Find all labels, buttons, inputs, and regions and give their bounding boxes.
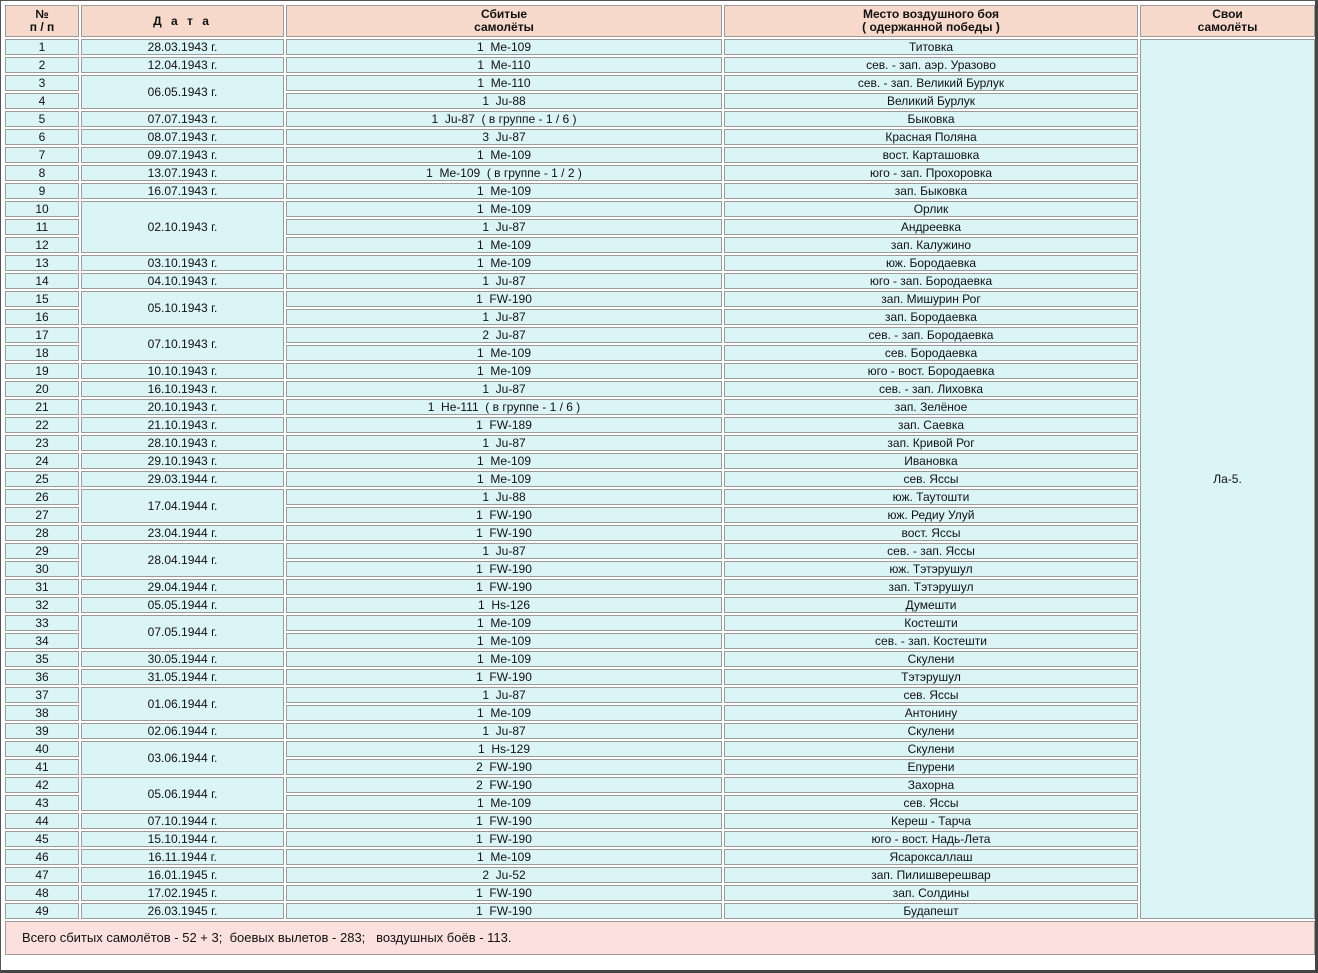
row-date: 28.04.1944 г. xyxy=(81,543,284,577)
row-downed-aircraft: 1 FW-189 xyxy=(286,417,722,433)
row-downed-aircraft: 1 Me-109 xyxy=(286,471,722,487)
header-own-line: самолёты xyxy=(1197,20,1258,34)
row-date: 05.06.1944 г. xyxy=(81,777,284,811)
table-row xyxy=(5,849,1315,865)
table-row xyxy=(5,903,1315,919)
row-downed-aircraft: 2 FW-190 xyxy=(286,777,722,793)
header-number-line: п / п xyxy=(29,20,55,34)
row-downed-aircraft: 1 Me-109 xyxy=(286,183,722,199)
row-battle-place: зап. Кривой Рог xyxy=(724,435,1138,451)
row-number: 28 xyxy=(5,525,79,541)
row-battle-place: Думешти xyxy=(724,597,1138,613)
row-battle-place: зап. Тэтэрушул xyxy=(724,579,1138,595)
row-number: 18 xyxy=(5,345,79,361)
row-number: 43 xyxy=(5,795,79,811)
row-downed-aircraft: 1 FW-190 xyxy=(286,561,722,577)
table-row xyxy=(5,597,1315,613)
row-downed-aircraft: 1 Ju-87 xyxy=(286,687,722,703)
row-number: 6 xyxy=(5,129,79,145)
row-date: 09.07.1943 г. xyxy=(81,147,284,163)
row-date: 17.04.1944 г. xyxy=(81,489,284,523)
table-row xyxy=(5,291,1315,307)
row-date: 01.06.1944 г. xyxy=(81,687,284,721)
row-number: 15 xyxy=(5,291,79,307)
table-row xyxy=(5,651,1315,667)
header-battle-place xyxy=(724,5,1138,37)
row-battle-place: Будапешт xyxy=(724,903,1138,919)
row-number: 14 xyxy=(5,273,79,289)
row-downed-aircraft: 1 FW-190 xyxy=(286,813,722,829)
row-number: 30 xyxy=(5,561,79,577)
row-date: 17.02.1945 г. xyxy=(81,885,284,901)
row-number: 32 xyxy=(5,597,79,613)
row-battle-place: юж. Таутошти xyxy=(724,489,1138,505)
table-row xyxy=(5,399,1315,415)
row-number: 33 xyxy=(5,615,79,631)
header-date: Д а т а xyxy=(81,5,284,37)
row-downed-aircraft: 1 FW-190 xyxy=(286,525,722,541)
table-row xyxy=(5,39,1315,55)
row-downed-aircraft: 2 FW-190 xyxy=(286,759,722,775)
row-date: 16.11.1944 г. xyxy=(81,849,284,865)
table-row xyxy=(5,471,1315,487)
header-downed-line: Сбитые xyxy=(480,7,528,21)
row-number: 25 xyxy=(5,471,79,487)
row-downed-aircraft: 3 Ju-87 xyxy=(286,129,722,145)
row-downed-aircraft: 1 Ju-87 xyxy=(286,273,722,289)
row-battle-place: Кереш - Тарча xyxy=(724,813,1138,829)
row-downed-aircraft: 1 Me-109 xyxy=(286,651,722,667)
row-battle-place: Орлик xyxy=(724,201,1138,217)
row-downed-aircraft: 1 Hs-129 xyxy=(286,741,722,757)
row-downed-aircraft: 1 Me-109 xyxy=(286,255,722,271)
row-date: 30.05.1944 г. xyxy=(81,651,284,667)
row-number: 7 xyxy=(5,147,79,163)
row-battle-place: сев. - зап. аэр. Уразово xyxy=(724,57,1138,73)
table-row xyxy=(5,363,1315,379)
table-row xyxy=(5,435,1315,451)
row-downed-aircraft: 1 Me-109 xyxy=(286,363,722,379)
row-battle-place: зап. Пилишверешвар xyxy=(724,867,1138,883)
row-battle-place: сев. - зап. Костешти xyxy=(724,633,1138,649)
row-date: 05.10.1943 г. xyxy=(81,291,284,325)
row-date: 06.05.1943 г. xyxy=(81,75,284,109)
row-battle-place: сев. Бородаевка xyxy=(724,345,1138,361)
row-battle-place: зап. Мишурин Рог xyxy=(724,291,1138,307)
row-date: 05.05.1944 г. xyxy=(81,597,284,613)
row-number: 22 xyxy=(5,417,79,433)
row-downed-aircraft: 1 Ju-87 xyxy=(286,723,722,739)
row-downed-aircraft: 1 Me-109 xyxy=(286,849,722,865)
row-battle-place: Скулени xyxy=(724,723,1138,739)
table-row xyxy=(5,255,1315,271)
row-downed-aircraft: 1 Me-109 ( в группе - 1 / 2 ) xyxy=(286,165,722,181)
summary-row xyxy=(5,921,1315,955)
table-row xyxy=(5,813,1315,829)
row-number: 17 xyxy=(5,327,79,343)
row-number: 40 xyxy=(5,741,79,757)
row-date: 26.03.1945 г. xyxy=(81,903,284,919)
table-row xyxy=(5,741,1315,757)
row-battle-place: сев. - зап. Великий Бурлук xyxy=(724,75,1138,91)
row-number: 48 xyxy=(5,885,79,901)
header-own-line: Свои xyxy=(1212,7,1243,21)
row-date: 20.10.1943 г. xyxy=(81,399,284,415)
row-battle-place: сев. Яссы xyxy=(724,795,1138,811)
row-number: 19 xyxy=(5,363,79,379)
table-row xyxy=(5,579,1315,595)
row-downed-aircraft: 1 Me-110 xyxy=(286,75,722,91)
row-battle-place: Быковка xyxy=(724,111,1138,127)
row-downed-aircraft: 1 Hs-126 xyxy=(286,597,722,613)
row-downed-aircraft: 1 Ju-87 xyxy=(286,219,722,235)
row-battle-place: зап. Калужино xyxy=(724,237,1138,253)
row-battle-place: Епурени xyxy=(724,759,1138,775)
row-date: 07.10.1943 г. xyxy=(81,327,284,361)
row-date: 12.04.1943 г. xyxy=(81,57,284,73)
row-battle-place: юго - вост. Надь-Лета xyxy=(724,831,1138,847)
victories-body xyxy=(5,39,1315,919)
row-date: 21.10.1943 г. xyxy=(81,417,284,433)
row-battle-place: Скулени xyxy=(724,741,1138,757)
own-aircraft: Ла-5. xyxy=(1140,39,1315,919)
row-downed-aircraft: 1 Me-109 xyxy=(286,453,722,469)
row-date: 29.10.1943 г. xyxy=(81,453,284,469)
table-row xyxy=(5,867,1315,883)
table-row xyxy=(5,831,1315,847)
row-date: 10.10.1943 г. xyxy=(81,363,284,379)
table-row xyxy=(5,885,1315,901)
row-downed-aircraft: 2 Ju-52 xyxy=(286,867,722,883)
header-downed-aircraft xyxy=(286,5,722,37)
row-date: 28.03.1943 г. xyxy=(81,39,284,55)
row-battle-place: зап. Солдины xyxy=(724,885,1138,901)
row-date: 28.10.1943 г. xyxy=(81,435,284,451)
row-number: 10 xyxy=(5,201,79,217)
row-number: 9 xyxy=(5,183,79,199)
header-place-line: Место воздушного боя xyxy=(862,7,1000,21)
row-number: 41 xyxy=(5,759,79,775)
row-battle-place: зап. Быковка xyxy=(724,183,1138,199)
row-battle-place: вост. Яссы xyxy=(724,525,1138,541)
row-battle-place: Андреевка xyxy=(724,219,1138,235)
row-number: 23 xyxy=(5,435,79,451)
row-battle-place: юж. Тэтэрушул xyxy=(724,561,1138,577)
row-date: 13.07.1943 г. xyxy=(81,165,284,181)
row-number: 5 xyxy=(5,111,79,127)
row-downed-aircraft: 1 FW-190 xyxy=(286,831,722,847)
row-number: 16 xyxy=(5,309,79,325)
row-battle-place: Титовка xyxy=(724,39,1138,55)
row-downed-aircraft: 1 FW-190 xyxy=(286,291,722,307)
row-date: 02.10.1943 г. xyxy=(81,201,284,253)
row-downed-aircraft: 1 Me-109 xyxy=(286,345,722,361)
row-date: 02.06.1944 г. xyxy=(81,723,284,739)
row-downed-aircraft: 1 Ju-87 xyxy=(286,309,722,325)
row-date: 29.04.1944 г. xyxy=(81,579,284,595)
row-number: 1 xyxy=(5,39,79,55)
header-place-line: ( одержанной победы ) xyxy=(862,20,1000,34)
row-number: 44 xyxy=(5,813,79,829)
row-battle-place: юж. Редиу Улуй xyxy=(724,507,1138,523)
table-row xyxy=(5,165,1315,181)
row-battle-place: Ясароксаллаш xyxy=(724,849,1138,865)
table-row xyxy=(5,669,1315,685)
row-downed-aircraft: 1 Me-110 xyxy=(286,57,722,73)
table-row xyxy=(5,201,1315,217)
header-number xyxy=(5,5,79,37)
row-date: 16.01.1945 г. xyxy=(81,867,284,883)
header-own-aircraft xyxy=(1140,5,1315,37)
row-number: 11 xyxy=(5,219,79,235)
row-number: 34 xyxy=(5,633,79,649)
row-number: 46 xyxy=(5,849,79,865)
row-number: 26 xyxy=(5,489,79,505)
table-row xyxy=(5,327,1315,343)
row-battle-place: зап. Зелёное xyxy=(724,399,1138,415)
row-number: 42 xyxy=(5,777,79,793)
row-battle-place: юго - вост. Бородаевка xyxy=(724,363,1138,379)
row-battle-place: Красная Поляна xyxy=(724,129,1138,145)
row-downed-aircraft: 1 FW-190 xyxy=(286,669,722,685)
row-number: 47 xyxy=(5,867,79,883)
row-date: 07.10.1944 г. xyxy=(81,813,284,829)
row-downed-aircraft: 1 Ju-87 ( в группе - 1 / 6 ) xyxy=(286,111,722,127)
row-date: 07.05.1944 г. xyxy=(81,615,284,649)
row-downed-aircraft: 1 Ju-88 xyxy=(286,93,722,109)
row-number: 31 xyxy=(5,579,79,595)
row-number: 24 xyxy=(5,453,79,469)
table-row xyxy=(5,57,1315,73)
row-downed-aircraft: 1 Ju-87 xyxy=(286,543,722,559)
row-number: 37 xyxy=(5,687,79,703)
row-downed-aircraft: 1 Ju-88 xyxy=(286,489,722,505)
row-downed-aircraft: 1 Me-109 xyxy=(286,147,722,163)
table-row xyxy=(5,489,1315,505)
row-number: 3 xyxy=(5,75,79,91)
row-battle-place: Скулени xyxy=(724,651,1138,667)
header-downed-line: самолёты xyxy=(474,20,534,34)
row-date: 08.07.1943 г. xyxy=(81,129,284,145)
row-number: 21 xyxy=(5,399,79,415)
table-row xyxy=(5,723,1315,739)
row-number: 4 xyxy=(5,93,79,109)
row-battle-place: сев. - зап. Лиховка xyxy=(724,381,1138,397)
row-downed-aircraft: 1 Me-109 xyxy=(286,633,722,649)
row-downed-aircraft: 1 Me-109 xyxy=(286,201,722,217)
table-row xyxy=(5,381,1315,397)
row-date: 31.05.1944 г. xyxy=(81,669,284,685)
table-row xyxy=(5,687,1315,703)
header-row xyxy=(5,5,1315,37)
row-battle-place: зап. Бородаевка xyxy=(724,309,1138,325)
row-date: 07.07.1943 г. xyxy=(81,111,284,127)
row-number: 8 xyxy=(5,165,79,181)
table-row xyxy=(5,129,1315,145)
row-battle-place: Ивановка xyxy=(724,453,1138,469)
row-number: 13 xyxy=(5,255,79,271)
row-downed-aircraft: 1 FW-190 xyxy=(286,903,722,919)
row-downed-aircraft: 1 FW-190 xyxy=(286,885,722,901)
row-battle-place: сев. - зап. Яссы xyxy=(724,543,1138,559)
table-row xyxy=(5,183,1315,199)
row-downed-aircraft: 2 Ju-87 xyxy=(286,327,722,343)
row-date: 03.06.1944 г. xyxy=(81,741,284,775)
row-number: 45 xyxy=(5,831,79,847)
row-battle-place: Антонину xyxy=(724,705,1138,721)
row-number: 35 xyxy=(5,651,79,667)
table-row xyxy=(5,777,1315,793)
row-battle-place: юж. Бородаевка xyxy=(724,255,1138,271)
row-date: 29.03.1944 г. xyxy=(81,471,284,487)
row-number: 36 xyxy=(5,669,79,685)
row-downed-aircraft: 1 Me-109 xyxy=(286,705,722,721)
row-downed-aircraft: 1 FW-190 xyxy=(286,507,722,523)
row-downed-aircraft: 1 Me-109 xyxy=(286,237,722,253)
row-number: 27 xyxy=(5,507,79,523)
row-number: 29 xyxy=(5,543,79,559)
row-downed-aircraft: 1 Ju-87 xyxy=(286,435,722,451)
table-row xyxy=(5,111,1315,127)
row-battle-place: Великий Бурлук xyxy=(724,93,1138,109)
table-row xyxy=(5,525,1315,541)
table-row xyxy=(5,615,1315,631)
row-number: 49 xyxy=(5,903,79,919)
row-battle-place: сев. - зап. Бородаевка xyxy=(724,327,1138,343)
victories-table xyxy=(3,3,1317,957)
table-row xyxy=(5,453,1315,469)
row-battle-place: вост. Карташовка xyxy=(724,147,1138,163)
row-downed-aircraft: 1 Me-109 xyxy=(286,795,722,811)
row-downed-aircraft: 1 Me-109 xyxy=(286,39,722,55)
row-date: 16.10.1943 г. xyxy=(81,381,284,397)
row-number: 38 xyxy=(5,705,79,721)
row-downed-aircraft: 1 He-111 ( в группе - 1 / 6 ) xyxy=(286,399,722,415)
row-date: 23.04.1944 г. xyxy=(81,525,284,541)
row-battle-place: Костешти xyxy=(724,615,1138,631)
table-row xyxy=(5,417,1315,433)
row-downed-aircraft: 1 Ju-87 xyxy=(286,381,722,397)
summary-text: Всего сбитых самолётов - 52 + 3; боевых вылетов - 283; воздушных боёв - 113. xyxy=(5,921,1315,955)
row-battle-place: Тэтэрушул xyxy=(724,669,1138,685)
row-date: 15.10.1944 г. xyxy=(81,831,284,847)
row-date: 04.10.1943 г. xyxy=(81,273,284,289)
row-battle-place: юго - зап. Бородаевка xyxy=(724,273,1138,289)
row-battle-place: Захорна xyxy=(724,777,1138,793)
row-downed-aircraft: 1 FW-190 xyxy=(286,579,722,595)
table-row xyxy=(5,543,1315,559)
row-number: 20 xyxy=(5,381,79,397)
table-row xyxy=(5,273,1315,289)
table-row xyxy=(5,75,1315,91)
row-battle-place: юго - зап. Прохоровка xyxy=(724,165,1138,181)
row-number: 12 xyxy=(5,237,79,253)
row-number: 39 xyxy=(5,723,79,739)
row-date: 16.07.1943 г. xyxy=(81,183,284,199)
table-row xyxy=(5,147,1315,163)
row-battle-place: сев. Яссы xyxy=(724,471,1138,487)
row-battle-place: зап. Саевка xyxy=(724,417,1138,433)
row-date: 03.10.1943 г. xyxy=(81,255,284,271)
row-battle-place: сев. Яссы xyxy=(724,687,1138,703)
header-number-line: № xyxy=(35,7,49,21)
row-downed-aircraft: 1 Me-109 xyxy=(286,615,722,631)
row-number: 2 xyxy=(5,57,79,73)
